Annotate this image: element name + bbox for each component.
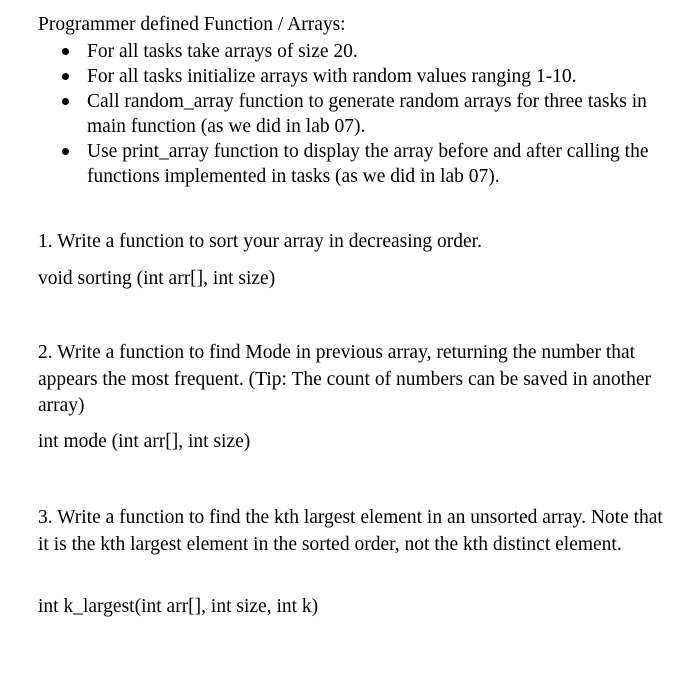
- bullet-icon: [62, 98, 69, 105]
- bullet-icon: [62, 73, 69, 80]
- task-2-title: 2. Write a function to find Mode in previous array, returning the number that appears the most frequent. (Tip: The count of numbers can be saved in another array): [38, 342, 652, 416]
- task-2-signature: int mode (int arr[], int size): [38, 431, 251, 452]
- task-3: [38, 505, 668, 617]
- task-1-title: 1. Write a function to sort your array in decreasing order.: [38, 231, 482, 252]
- task-3-title: 3. Write a function to find the kth largest element in an unsorted array. Note that it is the kth largest element in the sorted order, not the kth distinct element.: [38, 507, 663, 555]
- list-item-text: For all tasks take arrays of size 20.: [87, 41, 358, 62]
- section-heading: Programmer defined Function / Arrays:: [38, 14, 346, 35]
- instruction-list: [0, 39, 679, 189]
- bullet-icon: [62, 48, 69, 55]
- list-item-text: For all tasks initialize arrays with random values ranging 1-10.: [87, 66, 577, 87]
- list-item: [0, 39, 679, 64]
- task-1: [38, 229, 668, 289]
- list-item-text: Use print_array function to display the array before and after calling the functions implemented in tasks (as we did in lab 07).: [87, 141, 649, 187]
- task-1-signature: void sorting (int arr[], int size): [38, 268, 276, 289]
- list-item: [0, 89, 679, 139]
- list-item: [0, 64, 679, 89]
- list-item: [0, 139, 679, 189]
- task-3-signature: int k_largest(int arr[], int size, int k): [38, 596, 319, 617]
- task-2: [38, 340, 668, 452]
- list-item-text: Call random_array function to generate random arrays for three tasks in main function (as we did in lab 07).: [87, 91, 647, 137]
- bullet-icon: [62, 148, 69, 155]
